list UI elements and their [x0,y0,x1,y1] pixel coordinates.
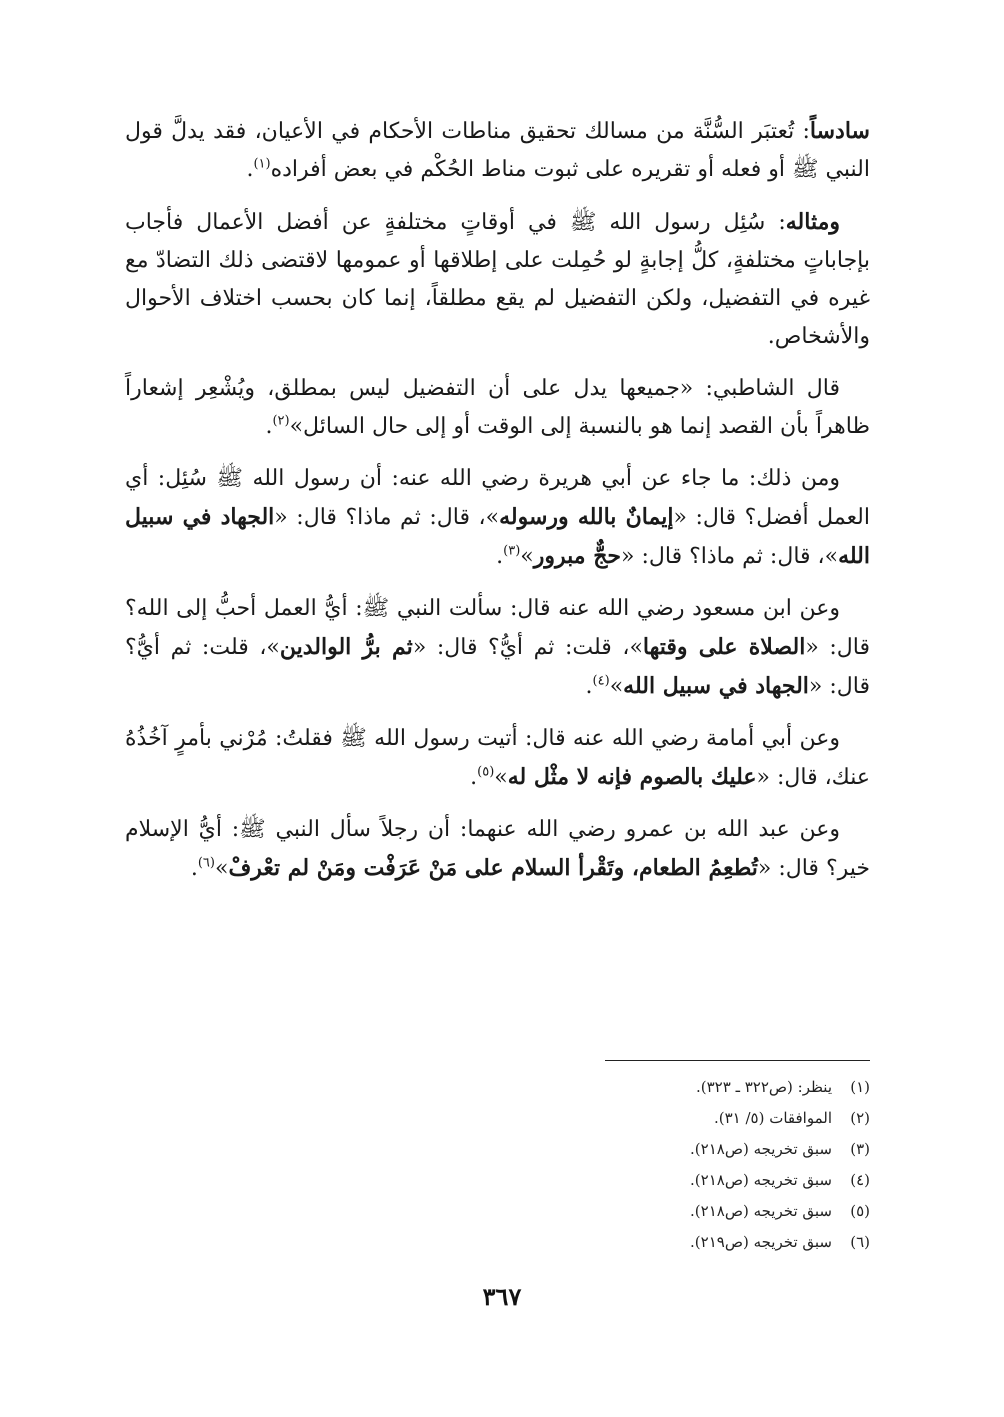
footnote-item: (٢) الموافقات (٥/ ٣١). [713,1109,870,1127]
hadith-quote: الجهاد في سبيل الله [623,673,809,699]
hadith-quote: عليك بالصوم فإنه لا مثْل له [507,764,757,790]
paragraph-hadith-ibn-amr: وعن عبد الله بن عمرو رضي الله عنهما: أن رجلاً سأل النبي ﷺ: أيُّ الإسلام خير؟ قال: «تُطعِمُ الطعام، وتَقْرأ السلام على مَنْ عَرَفْت ومَنْ لم تعْرفْ»$^{(٦)}$. [125,817,870,881]
hadith-quote: ثم برُّ الوالدين [279,634,413,660]
footnote-ref[interactable]: (٢) [272,413,290,429]
footnote-item: (٦) سبق تخريجه (ص٢١٩). [690,1233,870,1251]
footnote-ref[interactable]: (٥) [477,764,495,780]
footnote-ref[interactable]: (٦) [197,855,215,871]
footnote-item: (٣) سبق تخريجه (ص٢١٨). [690,1140,870,1158]
paragraph-body: قال الشاطبي: «جميعها يدل على أن التفضيل ليس بمطلق، ويُشْعِر إشعاراً ظاهراً بأن القصد إنما هو بالنسبة إلى الوقت أو إلى حال السائل» [125,376,870,439]
footnote-ref[interactable]: (٣) [503,543,521,559]
footnote-item: (٤) سبق تخريجه (ص٢١٨). [690,1171,870,1189]
hadith-quote: إيمانٌ بالله ورسوله [499,504,674,530]
paragraph-body: : تُعتبَر السُّنَّة من مسالك تحقيق مناطات الأحكام في الأعيان، فقد يدلَّ قول النبي ﷺ أو فعله أو تقريره على ثبوت مناط الحُكْم في بعض أفراده [125,119,870,182]
paragraph-example [125,203,870,356]
footnote-ref[interactable]: (٤) [592,673,610,689]
page-number: ٣٦٧ [482,1282,522,1311]
main-text [125,112,870,902]
paragraph-body: : سُئِل رسول الله ﷺ في أوقاتٍ مختلفةٍ عن أفضل الأعمال فأجاب بإجاباتٍ مختلفةٍ، كلُّ إجابةٍ لو حُمِلت على إطلاقها أو عمومها لاقتضى ذلك التضادّ مع غيره في التفضيل، ولكن التفضيل لم يقع مطلقاً، إنما كان بحسب اختلاف الأحوال والأشخاص. [125,210,870,349]
paragraph-sixth: سادساً: تُعتبَر السُّنَّة من مسالك تحقيق مناطات الأحكام في الأعيان، فقد يدلَّ قول النبي ﷺ أو فعله أو تقريره على ثبوت مناط الحُكْم في بعض أفراده$^{(١)}$. [125,118,870,182]
paragraph-hadith-ibn-masud: وعن ابن مسعود رضي الله عنه قال: سألت النبي ﷺ: أيُّ العمل أحبُّ إلى الله؟ قال: «الصلاة على وقتها»، قلت: ثم أيُّ؟ قال: «ثم برُّ الوالدين»، قلت: ثم أيُّ؟ قال: «الجهاد في سبيل الله»$^{(٤)}$. [125,596,870,699]
footnote-ref[interactable]: (١) [253,156,271,172]
paragraph-shatibi: قال الشاطبي: «جميعها يدل على أن التفضيل ليس بمطلق، ويُشْعِر إشعاراً ظاهراً بأن القصد إنما هو بالنسبة إلى الوقت أو إلى حال السائل»$^{(٢)}$. [125,376,870,439]
paragraph-hadith-abu-hurairah: ومن ذلك: ما جاء عن أبي هريرة رضي الله عنه: أن رسول الله ﷺ سُئِل: أي العمل أفضل؟ قال: «إيمانٌ بالله ورسوله»، قال: ثم ماذا؟ قال: «الجهاد في سبيل الله»، قال: ثم ماذا؟ قال: «حجٌّ مبرور»$^{(٣)}$. [125,466,870,569]
hadith-quote: الجهاد في سبيل الله [125,504,870,569]
hadith-quote: تُطعِمُ الطعام، وتَقْرأ السلام على مَنْ عَرَفْت ومَنْ لم تعْرفْ [228,855,758,881]
footnote-divider [605,1060,870,1061]
paragraph-hadith-abu-umamah: وعن أبي أمامة رضي الله عنه قال: أتيت رسول الله ﷺ فقلتُ: مُرْني بأمرٍ آخُذُهُ عنك، قال: «عليك بالصوم فإنه لا مثْل له»$^{(٥)}$. [125,726,870,790]
paragraph-lead: ومثاله [785,209,840,235]
footnote-item: (٥) سبق تخريجه (ص٢١٨). [690,1202,870,1220]
hadith-quote: حجٌّ مبرور [533,543,622,569]
hadith-quote: الصلاة على وقتها [642,634,806,660]
paragraph-lead: سادساً [809,118,870,144]
footnote-item: (١) ينظر: (ص٣٢٢ ـ ٣٢٣). [696,1078,870,1096]
footnotes [125,1072,870,1258]
